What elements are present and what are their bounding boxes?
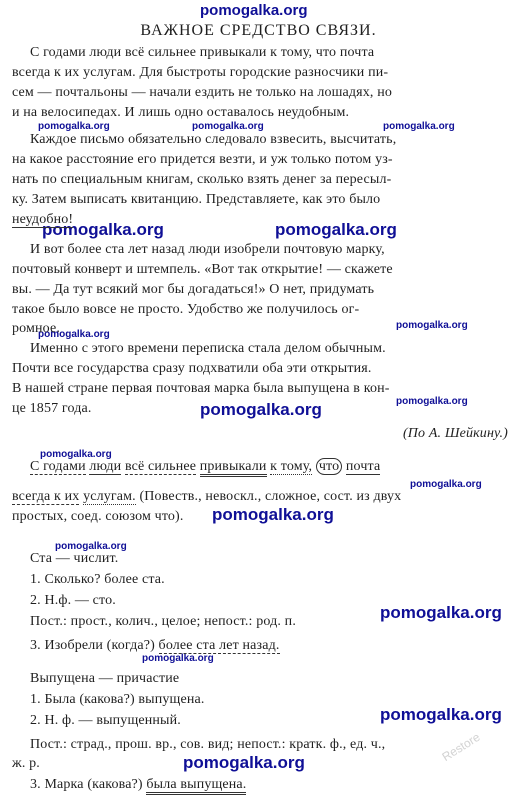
text-line: вы. — Да тут всякий мог бы догадаться!» О нет, придумать [12, 282, 375, 297]
text-line: Именно с этого времени переписка стала делом обычным. [30, 341, 386, 356]
watermark-large: pomogalka.org [200, 400, 322, 419]
text-line [12, 211, 512, 229]
analysis-sentence-line [12, 488, 512, 506]
watermark-large: pomogalka.org [183, 753, 305, 772]
adverbial-phrase: С годами [30, 459, 86, 474]
watermark-small: pomogalka.org [396, 320, 468, 331]
watermark-small: pomogalka.org [38, 121, 110, 132]
sentence-description: (Повеств., невоскл., сложное, сост. из двух [135, 489, 402, 504]
analysis-line: 2. Н.ф. — сто. [30, 593, 116, 608]
adverbial-phrase: всегда к их [12, 489, 80, 504]
text-line: ромное. [12, 321, 61, 336]
text-line: всегда к их услугам. Для быстроты городские разносчики пи- [12, 65, 389, 80]
watermark-small: pomogalka.org [383, 121, 455, 132]
text-line: це 1857 года. [12, 401, 92, 416]
analysis-sentence-line [30, 458, 517, 476]
text-line: почтовый конверт и штемпель. «Вот так открытие! — скажете [12, 262, 393, 277]
subject-word: почта [345, 459, 381, 474]
page-title: ВАЖНОЕ СРЕДСТВО СВЯЗИ. [140, 22, 377, 39]
analysis-question: 3. Изобрели (когда?) [30, 638, 155, 653]
analysis-question: 3. Марка (какова?) [30, 777, 143, 792]
analysis-line: 1. Была (какова?) выпущена. [30, 692, 205, 707]
analysis-sentence-line: простых, соед. союзом что). [12, 509, 184, 524]
analysis-line: Пост.: страд., прош. вр., сов. вид; непост.: кратк. ф., ед. ч., [30, 737, 386, 752]
attribution: (По А. Шейкину.) [402, 426, 508, 441]
text-line: на какое расстояние его придется везти, и уж только потом уз- [12, 152, 393, 167]
faint-stamp: Restore [439, 729, 483, 765]
watermark-large: pomogalka.org [380, 603, 502, 622]
watermark-large: pomogalka.org [42, 220, 164, 239]
analysis-line: 1. Сколько? более ста. [30, 572, 165, 587]
watermark-small: pomogalka.org [40, 449, 112, 460]
subject-word: люди [89, 459, 122, 474]
watermark-large: pomogalka.org [275, 220, 397, 239]
watermark-small: pomogalka.org [192, 121, 264, 132]
analysis-line: ж. р. [12, 756, 40, 771]
watermark-small: pomogalka.org [396, 396, 468, 407]
predicate-word: привыкали [200, 459, 267, 477]
analysis-heading: Ста — числит. [30, 551, 119, 566]
text-line: ку. Затем выписать квитанцию. Представляете, как это было [12, 192, 381, 207]
text-line: сем — почтальоны — начали ездить не только на лошадях, но [12, 85, 393, 100]
predicate-word: была выпущена. [146, 777, 246, 795]
text-line: И вот более ста лет назад люди изобрели почтовую марку, [30, 242, 385, 257]
watermark-large: pomogalka.org [212, 505, 334, 524]
adverbial-phrase: более ста лет назад. [158, 638, 280, 653]
adverbial-phrase: всё сильнее [124, 459, 197, 474]
analysis-line: Пост.: прост., колич., целое; непост.: род. п. [30, 614, 296, 629]
circled-conjunction: что [316, 458, 342, 475]
object-phrase: услугам. [83, 489, 136, 504]
analysis-heading: Выпущена — причастие [30, 671, 180, 686]
watermark-large: pomogalka.org [380, 705, 502, 724]
watermark-small: pomogalka.org [55, 541, 127, 552]
watermark-small: pomogalka.org [38, 329, 110, 340]
watermark-small: pomogalka.org [142, 653, 214, 664]
text-line: и на велосипедах. И лишь одно оставалось неудобным. [12, 105, 350, 120]
text-line: Почти все государства сразу подхватили оба эти открытия. [12, 361, 372, 376]
text-line: Каждое письмо обязательно следовало взвесить, высчитать, [30, 132, 397, 147]
text-line: нать по специальным книгам, сколько взять денег за пересыл- [12, 172, 392, 187]
analysis-line: 2. Н. ф. — выпущенный. [30, 713, 181, 728]
analysis-line [30, 637, 517, 655]
analysis-line [30, 776, 517, 794]
underlined-word: неудобно! [12, 212, 74, 227]
object-phrase: к тому, [270, 459, 313, 474]
text-line: такое было вовсе не просто. Удобство же получилось ог- [12, 302, 360, 317]
text-line: В нашей стране первая почтовая марка была выпущена в кон- [12, 381, 390, 396]
text-line: С годами люди всё сильнее привыкали к тому, что почта [30, 45, 375, 60]
watermark-small: pomogalka.org [410, 479, 482, 490]
watermark-top: pomogalka.org [200, 2, 308, 19]
